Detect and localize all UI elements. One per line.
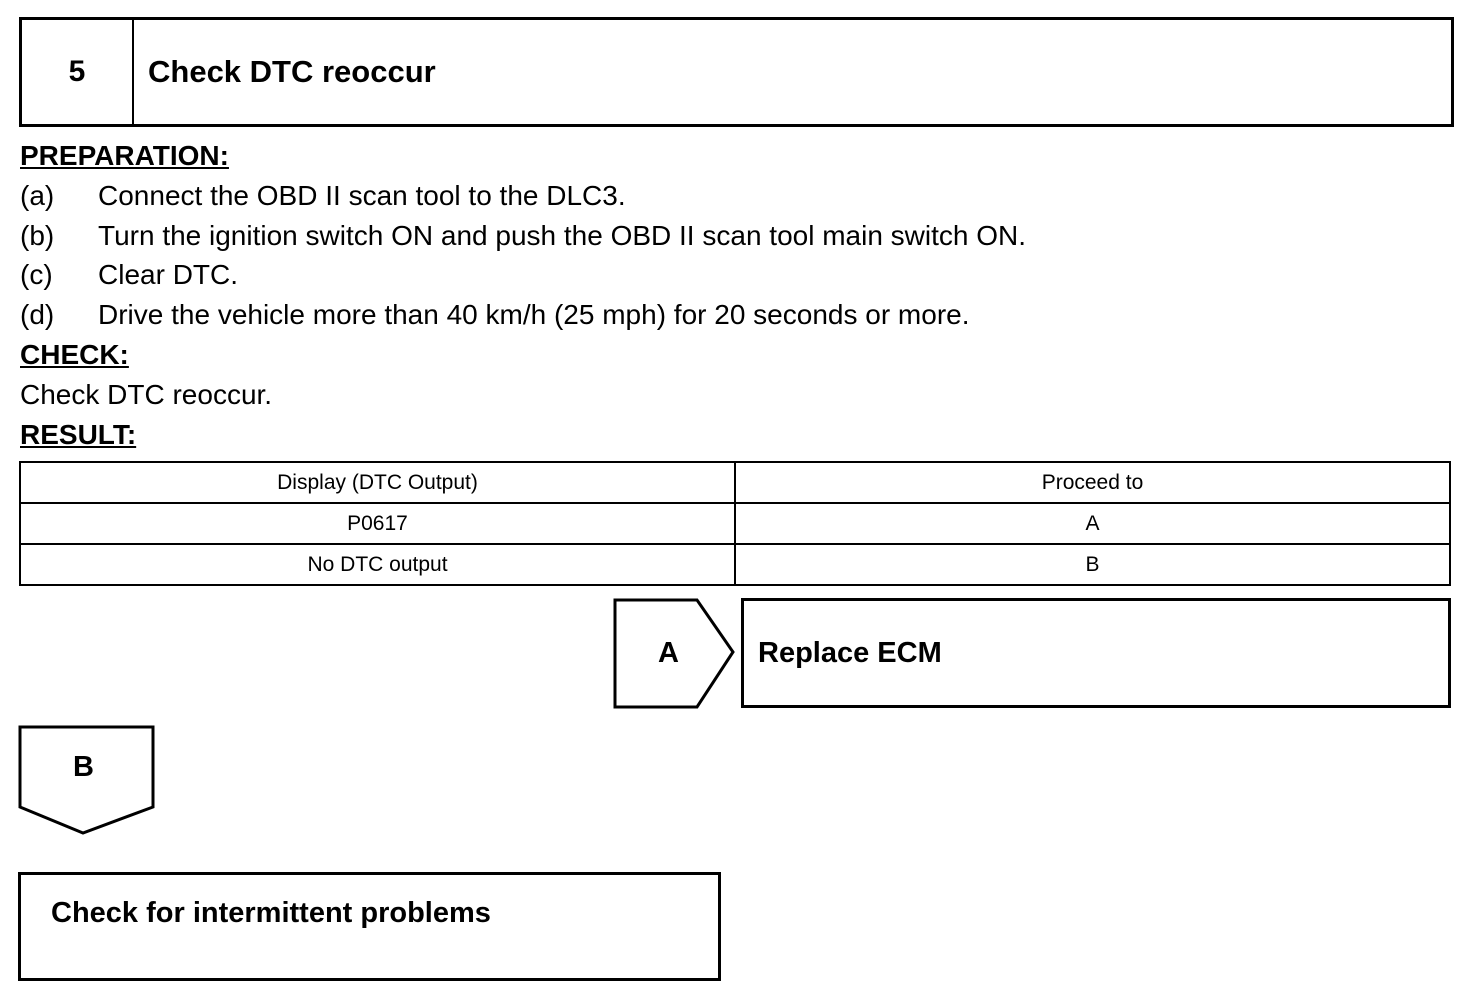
item-index: (c): [20, 259, 53, 290]
intermittent-problems-label: Check for intermittent problems: [51, 897, 491, 929]
table-cell: B: [735, 544, 1450, 585]
check-text: Check DTC reoccur.: [20, 379, 273, 410]
column-header-proceed: Proceed to: [735, 462, 1450, 503]
step-number: 5: [22, 20, 134, 124]
column-header-display: Display (DTC Output): [20, 462, 735, 503]
result-heading: RESULT:: [20, 419, 137, 450]
item-text: Drive the vehicle more than 40 km/h (25 mph) for 20 seconds or more.: [98, 299, 970, 330]
table-cell: No DTC output: [20, 544, 735, 585]
item-index: (a): [20, 180, 55, 211]
step-title: Check DTC reoccur: [148, 54, 436, 89]
item-text: Turn the ignition switch ON and push the OBD II scan tool main switch ON.: [98, 220, 1027, 251]
item-index: (d): [20, 299, 55, 330]
branch-b-tag: B: [73, 751, 94, 783]
intermittent-problems-box: [18, 872, 721, 981]
preparation-heading: PREPARATION:: [20, 140, 229, 171]
item-text: Clear DTC.: [98, 259, 239, 290]
check-heading: CHECK:: [20, 339, 129, 370]
replace-ecm-box: [741, 598, 1451, 708]
item-index: (b): [20, 220, 55, 251]
branch-a-tag: A: [658, 637, 679, 669]
table-cell: A: [735, 503, 1450, 544]
replace-ecm-label: Replace ECM: [758, 636, 942, 669]
item-text: Connect the OBD II scan tool to the DLC3.: [98, 180, 626, 211]
table-cell: P0617: [20, 503, 735, 544]
